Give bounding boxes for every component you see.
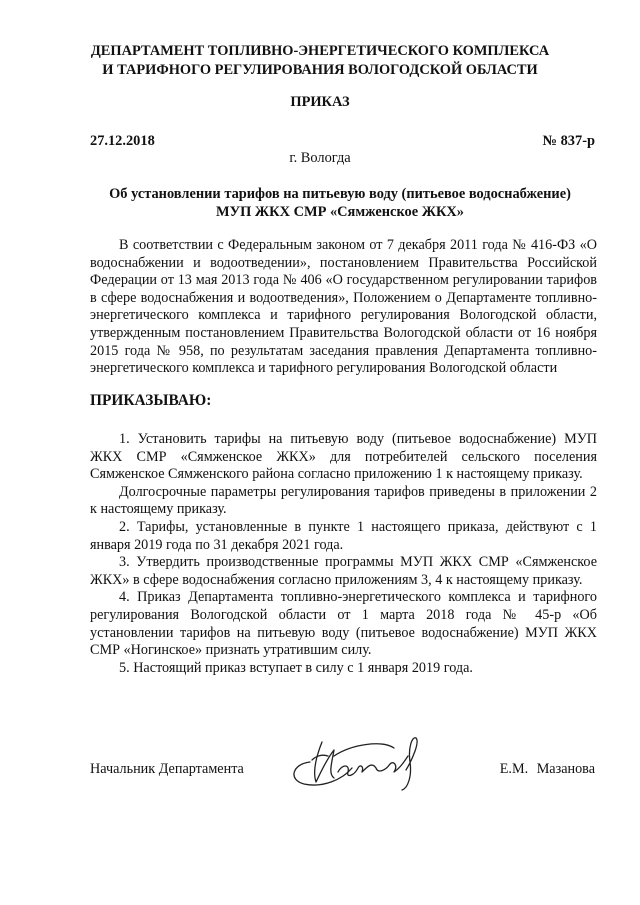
- order-item-1: 1. Установить тарифы на питьевую воду (питьевое водоснабжение) МУП ЖКХ СМР «Сямженское ЖКХ» для потребителей сельского поселения Сямженское Сямженского района согласно приложению 1 к настоящему приказу.: [90, 431, 597, 483]
- signer-name: Е.М. Мазанова: [499, 761, 595, 777]
- preamble-block: [90, 237, 597, 378]
- document-type: ПРИКАЗ: [290, 94, 350, 110]
- order-item-3: 3. Утвердить производственные программы МУП ЖКХ СМР «Сямженское ЖКХ» в сфере водоснабжения согласно приложениям 3, 4 к настоящему приказу.: [90, 554, 597, 588]
- document-city: г. Вологда: [289, 150, 351, 166]
- order-item-4: 4. Приказ Департамента топливно-энергетического комплекса и тарифного регулирования Вологодской области от 1 марта 2018 года № 45-р «Об установлении тарифов на питьевую воду (питьевое водоснабжение) МУП ЖКХ СМР «Ногинское» признать утратившим силу.: [90, 589, 597, 659]
- order-items: [90, 431, 597, 677]
- header-line-1: ДЕПАРТАМЕНТ ТОПЛИВНО-ЭНЕРГЕТИЧЕСКОГО КОМПЛЕКСА: [90, 43, 550, 59]
- subject-line-2: МУП ЖКХ СМР «Сямженское ЖКХ»: [216, 204, 464, 220]
- document-date: 27.12.2018: [90, 133, 155, 149]
- order-word: ПРИКАЗЫВАЮ:: [90, 392, 212, 409]
- signer-position: Начальник Департамента: [90, 761, 244, 777]
- header-line-2: И ТАРИФНОГО РЕГУЛИРОВАНИЯ ВОЛОГОДСКОЙ ОБЛАСТИ: [102, 62, 538, 78]
- handwritten-signature: [282, 732, 452, 792]
- document-number: № 837-р: [542, 133, 595, 149]
- order-item-1-params: Долгосрочные параметры регулирования тарифов приведены в приложении 2 к настоящему приказу.: [90, 483, 597, 518]
- order-item-5: 5. Настоящий приказ вступает в силу с 1 января 2019 года.: [119, 659, 473, 676]
- document-subject: [80, 185, 600, 221]
- order-item-2: 2. Тарифы, установленные в пункте 1 настоящего приказа, действуют с 1 января 2019 года по 31 декабря 2021 года.: [90, 518, 597, 553]
- preamble-paragraph: В соответствии с Федеральным законом от 7 декабря 2011 года № 416-ФЗ «О водоснабжении и водоотведении», постановлением Правительства Российской Федерации от 13 мая 2013 года № 406 «О государственном регулировании тарифов в сфере водоснабжения и водоотведения», Положением о Департаменте топливно-энергетического комплекса и тарифного регулирования Вологодской области, утвержденным постановлением Правительства Вологодской области от 16 ноября 2015 года № 958, по результатам заседания правления Департамента топливно-энергетического комплекса и тарифного регулирования Вологодской области: [90, 237, 597, 377]
- department-header: [60, 42, 580, 80]
- subject-line-1: Об установлении тарифов на питьевую воду (питьевое водоснабжение): [109, 186, 571, 202]
